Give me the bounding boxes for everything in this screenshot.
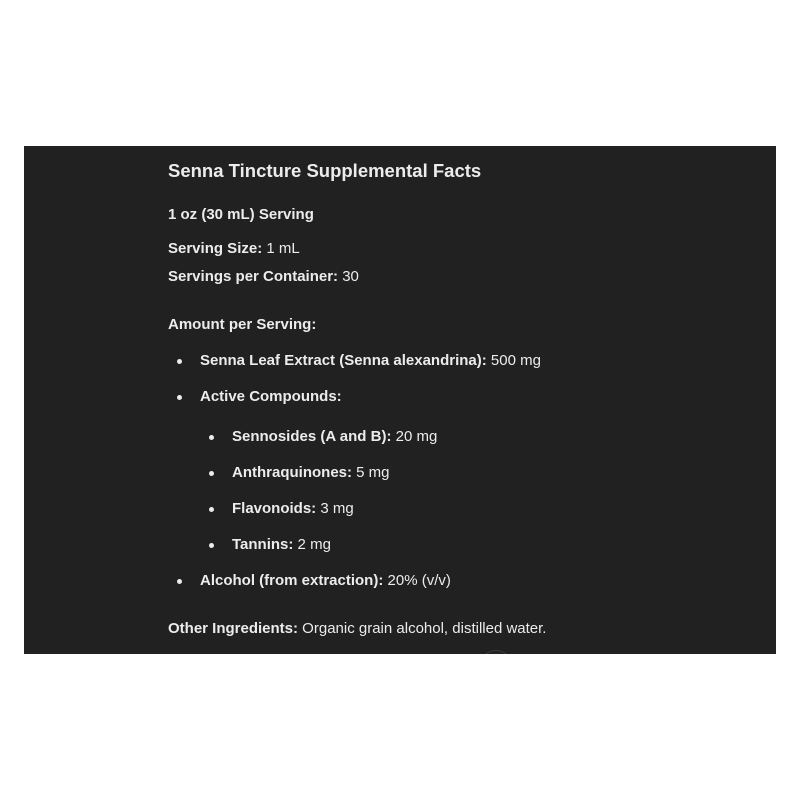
- list-item-value: 500 mg: [486, 352, 541, 369]
- sub-list-item-label: Anthraquinones:: [232, 464, 352, 481]
- other-ingredients: [168, 620, 546, 637]
- sub-list-item-value: 5 mg: [352, 464, 390, 481]
- facts-panel: [24, 146, 776, 654]
- sub-list-item: [232, 536, 331, 553]
- bullet-icon: [177, 579, 182, 584]
- list-item-label: Senna Leaf Extract (Senna alexandrina):: [200, 352, 487, 369]
- sub-list-item-value: 2 mg: [293, 536, 331, 553]
- list-item: [200, 352, 541, 369]
- sub-list-item-value: 20 mg: [391, 428, 438, 445]
- bullet-icon: [177, 395, 182, 400]
- list-item-value: 20% (v/v): [383, 572, 451, 589]
- sub-list-item-label: Sennosides (A and B):: [232, 428, 392, 445]
- bullet-icon: [209, 435, 214, 440]
- bullet-icon: [177, 359, 182, 364]
- serving-size-value: 1 mL: [262, 240, 300, 257]
- bullet-icon: [209, 471, 214, 476]
- sub-list-item: [232, 428, 437, 445]
- list-item-label: Alcohol (from extraction):: [200, 572, 384, 589]
- bullet-icon: [209, 543, 214, 548]
- sub-list-item-label: Flavonoids:: [232, 500, 317, 517]
- list-item: [200, 572, 451, 589]
- page-title: Senna Tincture Supplemental Facts: [168, 160, 482, 181]
- amount-heading: Amount per Serving:: [168, 316, 317, 333]
- list-item-label: Active Compounds:: [200, 388, 342, 405]
- sub-list-item-label: Tannins:: [232, 536, 294, 553]
- other-ingredients-value: Organic grain alcohol, distilled water.: [298, 620, 547, 637]
- servings-per-container: [168, 268, 359, 285]
- sub-list-item: [232, 500, 354, 517]
- serving-size: [168, 240, 300, 257]
- list-item: [200, 388, 342, 405]
- sub-list-item: [232, 464, 390, 481]
- servings-per-container-label: Servings per Container:: [168, 268, 339, 285]
- bullet-icon: [209, 507, 214, 512]
- serving-size-label: Serving Size:: [168, 240, 263, 257]
- serving-heading: 1 oz (30 mL) Serving: [168, 206, 314, 223]
- other-ingredients-label: Other Ingredients:: [168, 620, 299, 637]
- servings-per-container-value: 30: [338, 268, 359, 285]
- scroll-down-button[interactable]: [480, 650, 512, 654]
- sub-list-item-value: 3 mg: [316, 500, 354, 517]
